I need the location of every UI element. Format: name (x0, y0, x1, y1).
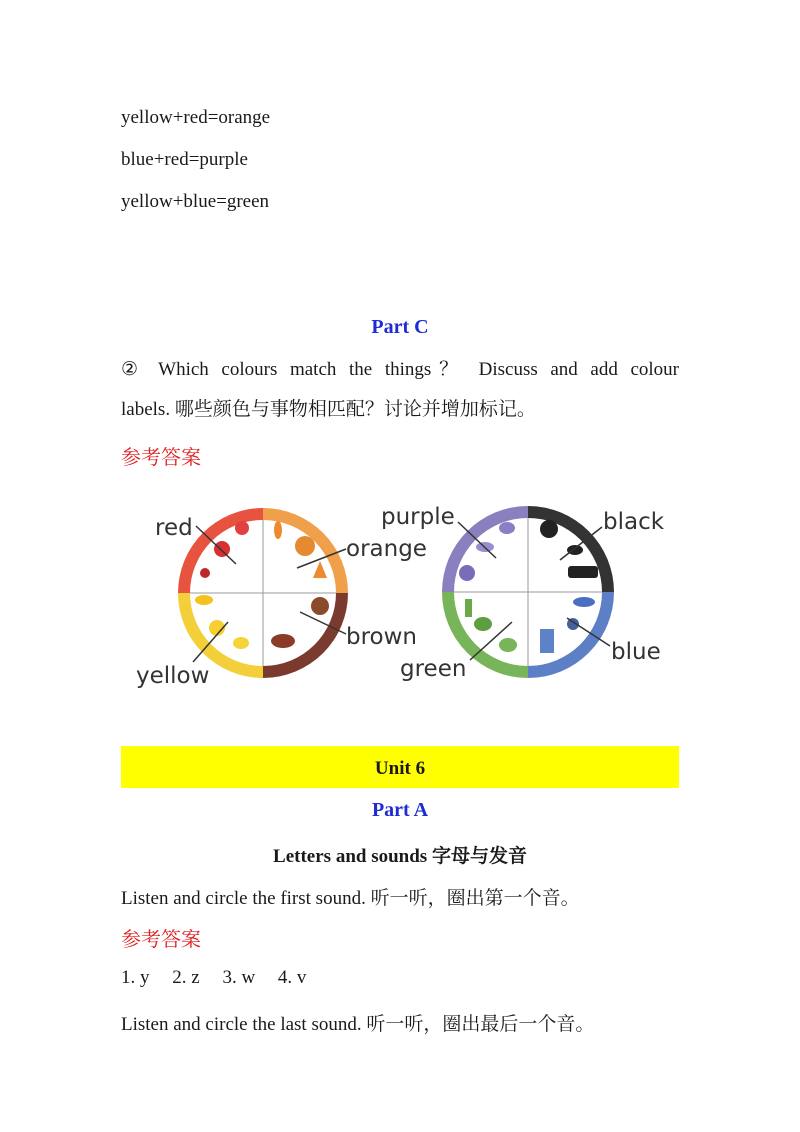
label-red: red (155, 515, 193, 541)
cherry-icon (200, 568, 210, 578)
last-sound-instruction: Listen and circle the last sound. 听一听，圈出最后一个音。 (121, 1014, 595, 1035)
leaf-icon (271, 634, 295, 648)
label-green: green (400, 656, 467, 682)
equation-3: yellow+blue=green (121, 191, 270, 212)
cat-icon (540, 520, 558, 538)
traffic-cone-icon (313, 561, 327, 578)
ladybird-icon (214, 541, 230, 557)
instruction-line-1: ② Which colours match the things？ Discuss and add colour (121, 359, 679, 380)
banana-icon (195, 595, 213, 605)
label-blue: blue (611, 639, 661, 665)
label-black: black (603, 509, 665, 535)
grapes-icon (459, 565, 475, 581)
part-a-title: Part A (371, 799, 429, 821)
green-leaf-2-icon (499, 638, 517, 652)
answer-4: 4. v (277, 967, 307, 988)
part-c-title: Part C (371, 316, 429, 338)
green-leaf-icon (474, 617, 492, 631)
car-icon (568, 566, 598, 578)
carrot-icon (274, 521, 282, 539)
answer-1: 1. y (121, 967, 150, 988)
apple-icon (235, 521, 249, 535)
label-brown: brown (346, 624, 418, 650)
bear-icon (311, 597, 329, 615)
equation-1: yellow+red=orange (121, 107, 271, 128)
label-yellow: yellow (136, 663, 210, 689)
unit-banner (121, 746, 679, 788)
basketball-icon (295, 536, 315, 556)
answer-label-a: 参考答案 (121, 929, 201, 951)
answer-2: 2. z (172, 967, 200, 988)
answer-label-c: 参考答案 (121, 447, 201, 469)
first-sound-instruction: Listen and circle the first sound. 听一听，圈出第一个音。 (121, 888, 580, 909)
jeans-icon (540, 629, 554, 653)
part-c-instruction (121, 350, 679, 430)
colour-wheels-figure (0, 494, 800, 694)
instruction-line-2: labels. 哪些颜色与事物相匹配？讨论并增加标记。 (121, 399, 536, 420)
cool-colour-wheel (381, 504, 665, 682)
cactus-icon (465, 599, 472, 617)
label-orange: orange (346, 536, 427, 562)
lemon-icon (233, 637, 249, 649)
label-purple: purple (381, 504, 455, 530)
butterfly-icon (499, 522, 515, 534)
equation-2: blue+red=purple (121, 149, 248, 170)
whale-icon (573, 597, 595, 607)
unit-title: Unit 6 (374, 758, 426, 779)
answer-3: 3. w (222, 967, 256, 988)
letters-sounds-heading: Letters and sounds 字母与发音 (273, 846, 527, 867)
warm-colour-wheel (136, 508, 427, 689)
answers-row (121, 967, 324, 989)
